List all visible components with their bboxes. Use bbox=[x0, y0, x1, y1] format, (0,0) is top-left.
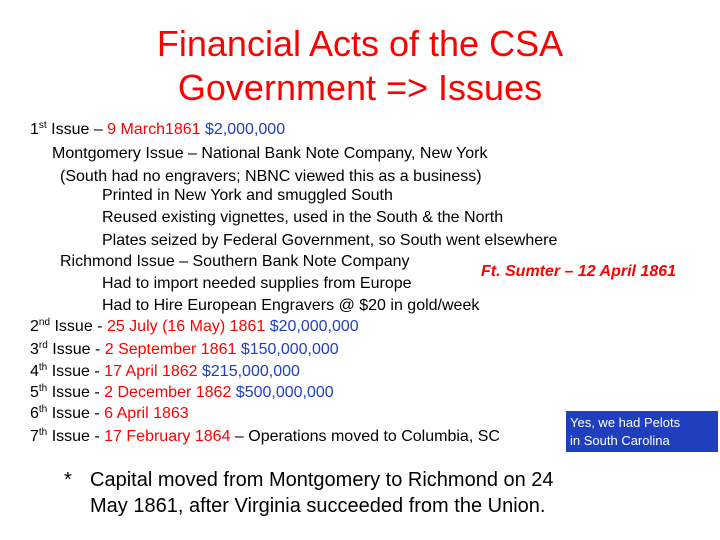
issue-date: 6 April 1863 bbox=[104, 405, 189, 422]
issue-amount: $2,000,000 bbox=[200, 121, 286, 138]
issue-label: Issue - bbox=[47, 363, 105, 380]
issue-amount: $20,000,000 bbox=[265, 318, 359, 335]
issue-4-line bbox=[30, 362, 300, 382]
title-line-2: Government => Issues bbox=[177, 67, 543, 108]
issue-ordinal-suffix: th bbox=[38, 427, 48, 438]
issue-6-line bbox=[30, 404, 189, 424]
issue-amount: $500,000,000 bbox=[231, 384, 334, 401]
subline-import-supplies: Had to import needed supplies from Europe bbox=[102, 275, 412, 292]
issue-3-line bbox=[30, 340, 339, 360]
issue-ordinal: 6 bbox=[30, 405, 39, 422]
sumter-annotation: Ft. Sumter – 12 April 1861 bbox=[481, 263, 677, 280]
issue-ordinal: 4 bbox=[30, 363, 39, 380]
issue-rest: – Operations moved to Columbia, SC bbox=[230, 428, 500, 445]
note-bullet: * bbox=[64, 469, 72, 491]
issue-label: Issue - bbox=[47, 341, 105, 358]
issue-5-line bbox=[30, 383, 334, 403]
subline-montgomery: Montgomery Issue – National Bank Note Company, New York bbox=[52, 145, 488, 162]
capital-note bbox=[64, 467, 704, 519]
issue-label: Issue - bbox=[47, 428, 105, 445]
issue-ordinal-suffix: th bbox=[38, 362, 48, 373]
issue-label: Issue – bbox=[46, 121, 108, 138]
issue-ordinal-suffix: st bbox=[38, 120, 47, 131]
note-line-1: Capital moved from Montgomery to Richmond on 24 bbox=[90, 469, 554, 491]
issue-1-line bbox=[30, 120, 285, 140]
issue-date: 9 March1861 bbox=[107, 121, 201, 138]
issue-date: 17 February 1864 bbox=[104, 428, 231, 445]
note-line-2: May 1861, after Virginia succeeded from the Union. bbox=[90, 495, 546, 517]
issue-ordinal: 1 bbox=[30, 121, 39, 138]
issue-2-line bbox=[30, 317, 359, 337]
issue-ordinal-suffix: nd bbox=[38, 317, 51, 328]
issue-ordinal-suffix: rd bbox=[38, 340, 48, 351]
issue-label: Issue - bbox=[47, 405, 105, 422]
pelots-line-1: Yes, we had Pelots bbox=[570, 415, 681, 430]
pelots-line-2: in South Carolina bbox=[570, 433, 670, 448]
issue-date: 2 December 1862 bbox=[104, 384, 232, 401]
issue-ordinal: 2 bbox=[30, 318, 39, 335]
issue-label: Issue - bbox=[47, 384, 105, 401]
issue-date: 25 July (16 May) 1861 bbox=[106, 318, 266, 335]
issue-amount: $150,000,000 bbox=[236, 341, 339, 358]
slide-title bbox=[0, 22, 720, 110]
issue-date: 17 April 1862 bbox=[104, 363, 198, 380]
issue-label: Issue - bbox=[50, 318, 107, 335]
issue-7-line bbox=[30, 427, 500, 447]
subline-printed-ny: Printed in New York and smuggled South bbox=[102, 187, 393, 204]
subline-plates-seized: Plates seized by Federal Government, so South went elsewhere bbox=[102, 232, 558, 249]
subline-richmond: Richmond Issue – Southern Bank Note Company bbox=[60, 253, 410, 270]
issue-ordinal: 5 bbox=[30, 384, 39, 401]
issue-date: 2 September 1861 bbox=[104, 341, 237, 358]
subline-no-engravers: (South had no engravers; NBNC viewed this as a business) bbox=[60, 168, 482, 185]
issue-amount: $215,000,000 bbox=[197, 363, 300, 380]
title-line-1: Financial Acts of the CSA bbox=[156, 23, 564, 64]
pelots-callout bbox=[566, 411, 718, 452]
subline-hire-engravers: Had to Hire European Engravers @ $20 in gold/week bbox=[102, 297, 480, 314]
issue-ordinal-suffix: th bbox=[38, 383, 48, 394]
issue-ordinal: 3 bbox=[30, 341, 39, 358]
issue-ordinal: 7 bbox=[30, 428, 39, 445]
issue-ordinal-suffix: th bbox=[38, 404, 48, 415]
subline-vignettes: Reused existing vignettes, used in the South & the North bbox=[102, 209, 504, 226]
